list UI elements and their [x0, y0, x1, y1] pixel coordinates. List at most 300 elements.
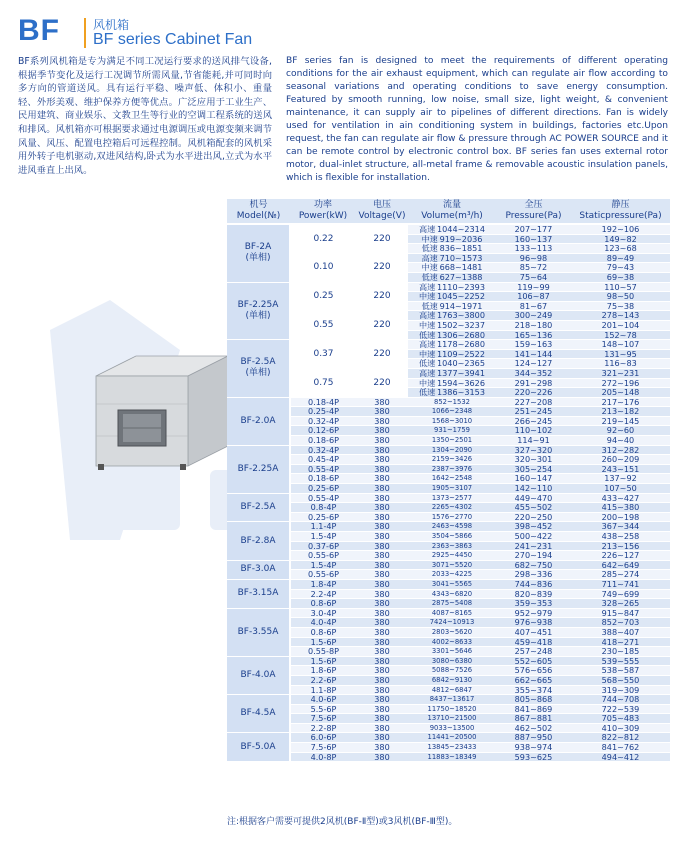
pressure-cell: 744~836 — [496, 579, 571, 589]
table-row — [227, 695, 670, 705]
volume-cell: 1576~2770 — [408, 512, 496, 522]
power-cell: 0.25-6P — [290, 512, 356, 522]
voltage-cell: 380 — [356, 503, 408, 513]
voltage-cell: 380 — [356, 560, 408, 570]
static-pressure-cell: 137~92 — [571, 474, 670, 484]
volume-cell: 3504~5866 — [408, 532, 496, 542]
model-name: BF-2A — [244, 242, 272, 253]
table-row — [227, 579, 670, 589]
footnote: 注:根据客户需要可提供2风机(BF-Ⅱ型)或3风机(BF-Ⅲ型)。 — [227, 817, 458, 827]
table-row — [227, 704, 670, 714]
voltage-cell: 380 — [356, 656, 408, 666]
pressure-cell: 220~250 — [496, 512, 571, 522]
table-row — [227, 455, 670, 465]
voltage-cell: 380 — [356, 627, 408, 637]
model-cell: BF-2.25A — [227, 445, 290, 493]
spec-table-body — [227, 224, 670, 762]
volume-cell — [408, 244, 496, 254]
volume-cell — [408, 349, 496, 359]
pressure-cell: 887~950 — [496, 733, 571, 743]
voltage-cell: 220 — [356, 253, 408, 282]
static-pressure-cell: 415~380 — [571, 503, 670, 513]
voltage-cell: 380 — [356, 723, 408, 733]
model-cell — [227, 224, 290, 282]
model-note: (单相) — [245, 368, 271, 379]
voltage-cell: 220 — [356, 311, 408, 340]
speed-label: 低速 — [419, 387, 436, 398]
static-pressure-cell: 149~82 — [571, 234, 670, 244]
volume-cell — [408, 330, 496, 340]
static-pressure-cell: 192~106 — [571, 224, 670, 234]
table-row — [227, 560, 670, 570]
volume-value: 1109~2522 — [437, 349, 485, 359]
pressure-cell: 159~163 — [496, 340, 571, 350]
volume-value: 1178~2680 — [437, 339, 485, 350]
table-row — [227, 599, 670, 609]
table-row — [227, 436, 670, 446]
static-pressure-cell: 915~847 — [571, 608, 670, 618]
static-pressure-cell: 226~127 — [571, 551, 670, 561]
volume-cell — [408, 224, 496, 234]
volume-cell: 2463~4598 — [408, 522, 496, 532]
voltage-cell: 380 — [356, 464, 408, 474]
volume-cell — [408, 282, 496, 292]
model-cell: BF-3.15A — [227, 579, 290, 608]
volume-value: 1040~2365 — [437, 358, 485, 369]
volume-cell: 5088~7526 — [408, 666, 496, 676]
static-pressure-cell: 272~196 — [571, 378, 670, 388]
pressure-cell: 327~320 — [496, 445, 571, 455]
volume-cell — [408, 311, 496, 321]
model-cell: BF-3.0A — [227, 560, 290, 579]
table-row — [227, 627, 670, 637]
voltage-cell: 380 — [356, 714, 408, 724]
model-cell: BF-2.5A — [227, 493, 290, 522]
power-cell: 0.25-6P — [290, 484, 356, 494]
power-cell: 1.1-8P — [290, 685, 356, 695]
col-power: 功率 Power(kW) — [290, 199, 356, 224]
power-cell: 1.5-6P — [290, 656, 356, 666]
pressure-cell: 207~177 — [496, 224, 571, 234]
volume-cell: 1568~3010 — [408, 416, 496, 426]
static-pressure-cell: 539~555 — [571, 656, 670, 666]
speed-label: 中速 — [419, 378, 436, 388]
power-cell: 0.37 — [290, 340, 356, 369]
speed-label: 高速 — [419, 310, 436, 321]
power-cell: 0.22 — [290, 224, 356, 253]
static-pressure-cell: 328~265 — [571, 599, 670, 609]
table-row — [227, 311, 670, 321]
voltage-cell: 380 — [356, 685, 408, 695]
table-row — [227, 714, 670, 724]
volume-cell — [408, 292, 496, 302]
static-pressure-cell: 110~57 — [571, 282, 670, 292]
table-row — [227, 503, 670, 513]
voltage-cell: 380 — [356, 618, 408, 628]
static-pressure-cell: 410~309 — [571, 723, 670, 733]
pressure-cell: 133~113 — [496, 244, 571, 254]
volume-cell: 11883~18349 — [408, 752, 496, 762]
table-row — [227, 493, 670, 503]
voltage-cell: 380 — [356, 675, 408, 685]
pressure-cell: 96~98 — [496, 253, 571, 263]
speed-label: 中速 — [421, 262, 438, 273]
col-static-pressure: 静压 Staticpressure(Pa) — [571, 199, 670, 224]
power-cell: 0.45-4P — [290, 455, 356, 465]
speed-label: 高速 — [419, 368, 436, 378]
pressure-cell: 305~254 — [496, 464, 571, 474]
pressure-cell: 459~418 — [496, 637, 571, 647]
power-cell: 2.2-8P — [290, 723, 356, 733]
static-pressure-cell: 200~198 — [571, 512, 670, 522]
table-row — [227, 416, 670, 426]
static-pressure-cell: 79~43 — [571, 263, 670, 273]
table-row — [227, 340, 670, 350]
voltage-cell: 380 — [356, 522, 408, 532]
static-pressure-cell: 749~699 — [571, 589, 670, 599]
voltage-cell: 220 — [356, 282, 408, 311]
model-cell: BF-3.55A — [227, 608, 290, 656]
volume-cell: 931~1759 — [408, 426, 496, 436]
pressure-cell: 85~72 — [496, 263, 571, 273]
table-row — [227, 224, 670, 234]
static-pressure-cell: 852~703 — [571, 618, 670, 628]
volume-cell — [408, 378, 496, 388]
pressure-cell: 291~298 — [496, 378, 571, 388]
model-note: (单相) — [245, 310, 271, 321]
static-pressure-cell: 123~68 — [571, 244, 670, 254]
table-row — [227, 675, 670, 685]
static-pressure-cell: 321~231 — [571, 368, 670, 378]
power-cell: 1.5-4P — [290, 560, 356, 570]
table-row — [227, 752, 670, 762]
volume-cell: 1642~2548 — [408, 474, 496, 484]
static-pressure-cell: 642~649 — [571, 560, 670, 570]
pressure-cell: 500~422 — [496, 532, 571, 542]
pressure-cell: 114~91 — [496, 436, 571, 446]
static-pressure-cell: 494~412 — [571, 752, 670, 762]
header-title-en: BF series Cabinet Fan — [93, 31, 253, 48]
volume-cell — [408, 301, 496, 311]
model-cell: BF-2.8A — [227, 522, 290, 560]
volume-cell: 2159~3426 — [408, 455, 496, 465]
speed-label: 高速 — [419, 282, 436, 292]
table-row — [227, 464, 670, 474]
volume-value: 710~1573 — [439, 253, 483, 263]
volume-value: 1763~3800 — [437, 310, 485, 321]
pressure-cell: 142~110 — [496, 484, 571, 494]
volume-value: 1502~3237 — [437, 320, 485, 330]
volume-cell: 11441~20500 — [408, 733, 496, 743]
volume-cell: 2265~4302 — [408, 503, 496, 513]
static-pressure-cell: 312~282 — [571, 445, 670, 455]
pressure-cell: 938~974 — [496, 743, 571, 753]
volume-cell: 2803~5620 — [408, 627, 496, 637]
volume-cell: 852~1532 — [408, 397, 496, 407]
power-cell: 6.0-6P — [290, 733, 356, 743]
pressure-cell: 576~656 — [496, 666, 571, 676]
power-cell: 1.8-4P — [290, 579, 356, 589]
pressure-cell: 344~352 — [496, 368, 571, 378]
table-row — [227, 637, 670, 647]
power-cell: 0.37-6P — [290, 541, 356, 551]
voltage-cell: 380 — [356, 474, 408, 484]
power-cell: 3.0-4P — [290, 608, 356, 618]
voltage-cell: 380 — [356, 436, 408, 446]
pressure-cell: 805~868 — [496, 695, 571, 705]
static-pressure-cell: 201~104 — [571, 320, 670, 330]
pressure-cell: 552~605 — [496, 656, 571, 666]
power-cell: 0.18-6P — [290, 474, 356, 484]
static-pressure-cell: 131~95 — [571, 349, 670, 359]
pressure-cell: 160~137 — [496, 234, 571, 244]
cabinet-fan-illustration — [78, 352, 238, 472]
pressure-cell: 976~938 — [496, 618, 571, 628]
static-pressure-cell: 205~148 — [571, 388, 670, 398]
power-cell: 0.18-4P — [290, 397, 356, 407]
pressure-cell: 298~336 — [496, 570, 571, 580]
voltage-cell: 380 — [356, 551, 408, 561]
power-cell: 0.32-4P — [290, 416, 356, 426]
volume-cell — [408, 359, 496, 369]
table-row — [227, 541, 670, 551]
volume-value: 1386~3153 — [437, 387, 485, 398]
volume-cell: 3301~5646 — [408, 647, 496, 657]
volume-cell: 3041~5565 — [408, 579, 496, 589]
volume-value: 1110~2393 — [437, 282, 485, 292]
volume-cell: 3080~6380 — [408, 656, 496, 666]
table-row — [227, 522, 670, 532]
model-cell — [227, 282, 290, 340]
static-pressure-cell: 568~550 — [571, 675, 670, 685]
volume-value: 836~1851 — [439, 243, 483, 254]
static-pressure-cell: 744~708 — [571, 695, 670, 705]
power-cell: 0.55-4P — [290, 493, 356, 503]
table-row — [227, 647, 670, 657]
static-pressure-cell: 433~427 — [571, 493, 670, 503]
power-cell: 0.55-4P — [290, 464, 356, 474]
power-cell: 0.55-6P — [290, 570, 356, 580]
static-pressure-cell: 148~107 — [571, 340, 670, 350]
volume-cell: 2925~4450 — [408, 551, 496, 561]
table-row — [227, 532, 670, 542]
volume-cell: 1373~2577 — [408, 493, 496, 503]
voltage-cell: 380 — [356, 426, 408, 436]
volume-cell: 4812~6847 — [408, 685, 496, 695]
table-row — [227, 445, 670, 455]
volume-cell — [408, 368, 496, 378]
speed-label: 高速 — [421, 253, 438, 263]
voltage-cell: 380 — [356, 579, 408, 589]
static-pressure-cell: 367~344 — [571, 522, 670, 532]
voltage-cell: 380 — [356, 407, 408, 417]
volume-cell: 4087~8165 — [408, 608, 496, 618]
static-pressure-cell: 711~741 — [571, 579, 670, 589]
volume-cell: 13710~21500 — [408, 714, 496, 724]
pressure-cell: 355~374 — [496, 685, 571, 695]
col-volume: 流量 Volume(m³/h) — [408, 199, 496, 224]
table-row — [227, 743, 670, 753]
pressure-cell: 257~248 — [496, 647, 571, 657]
volume-cell — [408, 234, 496, 244]
volume-cell: 2363~3863 — [408, 541, 496, 551]
speed-label: 高速 — [419, 224, 436, 234]
power-cell: 2.2-4P — [290, 589, 356, 599]
description-en: BF series fan is designed to meet the requirements of different operating conditions for the air exhaust equipment, which can regulate air flow according to seasonal variations and operating conditions to save energy consumption. Featured by smooth running, low noise, small size, light weight, & convenient maintenance, it can supply air to pipelines of different directions. Fan is widely used for ventilation in ain conditioning system in buildings, factories etc.Upon request, the fan can regulate air flow & pressure through AC POWER SOURCE and it can be remote control by electronic control box. BF series fan uses external rotor motor, dual-inlet structure, all-metal frame & removable acoustic insulation panels, which is flexible for installation. — [286, 56, 668, 183]
static-pressure-cell: 219~145 — [571, 416, 670, 426]
static-pressure-cell: 217~176 — [571, 397, 670, 407]
static-pressure-cell: 107~50 — [571, 484, 670, 494]
power-cell: 1.1-4P — [290, 522, 356, 532]
static-pressure-cell: 98~50 — [571, 292, 670, 302]
voltage-cell: 380 — [356, 493, 408, 503]
power-cell: 0.25 — [290, 282, 356, 311]
voltage-cell: 380 — [356, 416, 408, 426]
voltage-cell: 380 — [356, 484, 408, 494]
pressure-cell: 220~226 — [496, 388, 571, 398]
volume-value: 1377~3941 — [437, 368, 485, 378]
power-cell: 0.18-6P — [290, 436, 356, 446]
pressure-cell: 867~881 — [496, 714, 571, 724]
voltage-cell: 380 — [356, 455, 408, 465]
static-pressure-cell: 285~274 — [571, 570, 670, 580]
voltage-cell: 380 — [356, 397, 408, 407]
static-pressure-cell: 438~258 — [571, 532, 670, 542]
pressure-cell: 300~249 — [496, 311, 571, 321]
table-row — [227, 426, 670, 436]
static-pressure-cell: 260~209 — [571, 455, 670, 465]
pressure-cell: 455~502 — [496, 503, 571, 513]
power-cell: 0.75 — [290, 368, 356, 397]
table-row — [227, 723, 670, 733]
power-cell: 1.5-6P — [290, 637, 356, 647]
voltage-cell: 380 — [356, 541, 408, 551]
static-pressure-cell: 418~271 — [571, 637, 670, 647]
model-name: BF-2.25A — [237, 299, 279, 310]
volume-value: 668~1481 — [439, 262, 483, 273]
pressure-cell: 124~127 — [496, 359, 571, 369]
voltage-cell: 380 — [356, 695, 408, 705]
pressure-cell: 462~502 — [496, 723, 571, 733]
voltage-cell: 380 — [356, 589, 408, 599]
voltage-cell: 380 — [356, 733, 408, 743]
speed-label: 低速 — [421, 243, 438, 254]
voltage-cell: 380 — [356, 637, 408, 647]
header-code: BF — [18, 14, 60, 47]
model-cell — [227, 340, 290, 398]
power-cell: 0.8-6P — [290, 627, 356, 637]
pressure-cell: 119~99 — [496, 282, 571, 292]
speed-label: 低速 — [421, 301, 438, 311]
speed-label: 中速 — [421, 234, 438, 244]
table-row — [227, 656, 670, 666]
static-pressure-cell: 92~60 — [571, 426, 670, 436]
pressure-cell: 266~245 — [496, 416, 571, 426]
power-cell: 1.5-4P — [290, 532, 356, 542]
speed-label: 中速 — [419, 291, 436, 302]
volume-value: 627~1388 — [439, 272, 483, 282]
table-row — [227, 368, 670, 378]
pressure-cell: 270~194 — [496, 551, 571, 561]
power-cell: 1.8-6P — [290, 666, 356, 676]
table-row — [227, 474, 670, 484]
table-row — [227, 512, 670, 522]
table-row — [227, 282, 670, 292]
static-pressure-cell: 75~38 — [571, 301, 670, 311]
volume-cell: 1905~3107 — [408, 484, 496, 494]
volume-cell: 2387~3976 — [408, 464, 496, 474]
power-cell: 0.55-8P — [290, 647, 356, 657]
pressure-cell: 218~180 — [496, 320, 571, 330]
voltage-cell: 220 — [356, 368, 408, 397]
table-row — [227, 484, 670, 494]
static-pressure-cell: 278~143 — [571, 311, 670, 321]
volume-cell: 1350~2501 — [408, 436, 496, 446]
pressure-cell: 251~245 — [496, 407, 571, 417]
pressure-cell: 820~839 — [496, 589, 571, 599]
pressure-cell: 359~353 — [496, 599, 571, 609]
pressure-cell: 160~147 — [496, 474, 571, 484]
voltage-cell: 380 — [356, 532, 408, 542]
voltage-cell: 380 — [356, 647, 408, 657]
volume-cell — [408, 320, 496, 330]
col-model: 机号 Model(№) — [227, 199, 290, 224]
static-pressure-cell: 841~762 — [571, 743, 670, 753]
speed-label: 低速 — [421, 272, 438, 282]
speed-label: 高速 — [419, 339, 436, 350]
pressure-cell: 110~102 — [496, 426, 571, 436]
voltage-cell: 380 — [356, 512, 408, 522]
model-cell: BF-5.0A — [227, 733, 290, 762]
volume-cell: 7424~10913 — [408, 618, 496, 628]
power-cell: 0.8-6P — [290, 599, 356, 609]
pressure-cell: 407~451 — [496, 627, 571, 637]
voltage-cell: 380 — [356, 704, 408, 714]
model-note: (单相) — [245, 253, 271, 264]
pressure-cell: 241~231 — [496, 541, 571, 551]
table-row — [227, 407, 670, 417]
volume-cell: 8437~13617 — [408, 695, 496, 705]
volume-value: 919~2036 — [439, 234, 483, 244]
power-cell: 2.2-6P — [290, 675, 356, 685]
static-pressure-cell: 705~483 — [571, 714, 670, 724]
pressure-cell: 81~67 — [496, 301, 571, 311]
table-row — [227, 253, 670, 263]
voltage-cell: 380 — [356, 445, 408, 455]
model-cell: BF-2.0A — [227, 397, 290, 445]
static-pressure-cell: 213~182 — [571, 407, 670, 417]
pressure-cell: 952~979 — [496, 608, 571, 618]
volume-cell: 6842~9130 — [408, 675, 496, 685]
model-cell: BF-4.5A — [227, 695, 290, 733]
voltage-cell: 380 — [356, 666, 408, 676]
table-row — [227, 666, 670, 676]
header-title-cn: 风机箱 — [93, 18, 130, 32]
pressure-cell: 141~144 — [496, 349, 571, 359]
volume-cell: 9033~13500 — [408, 723, 496, 733]
pressure-cell: 449~470 — [496, 493, 571, 503]
pressure-cell: 106~87 — [496, 292, 571, 302]
volume-cell — [408, 253, 496, 263]
volume-value: 914~1971 — [439, 301, 483, 311]
power-cell: 4.0-6P — [290, 695, 356, 705]
power-cell: 0.55 — [290, 311, 356, 340]
model-cell: BF-4.0A — [227, 656, 290, 694]
pressure-cell: 398~452 — [496, 522, 571, 532]
power-cell: 0.8-4P — [290, 503, 356, 513]
pressure-cell: 662~665 — [496, 675, 571, 685]
voltage-cell: 380 — [356, 743, 408, 753]
